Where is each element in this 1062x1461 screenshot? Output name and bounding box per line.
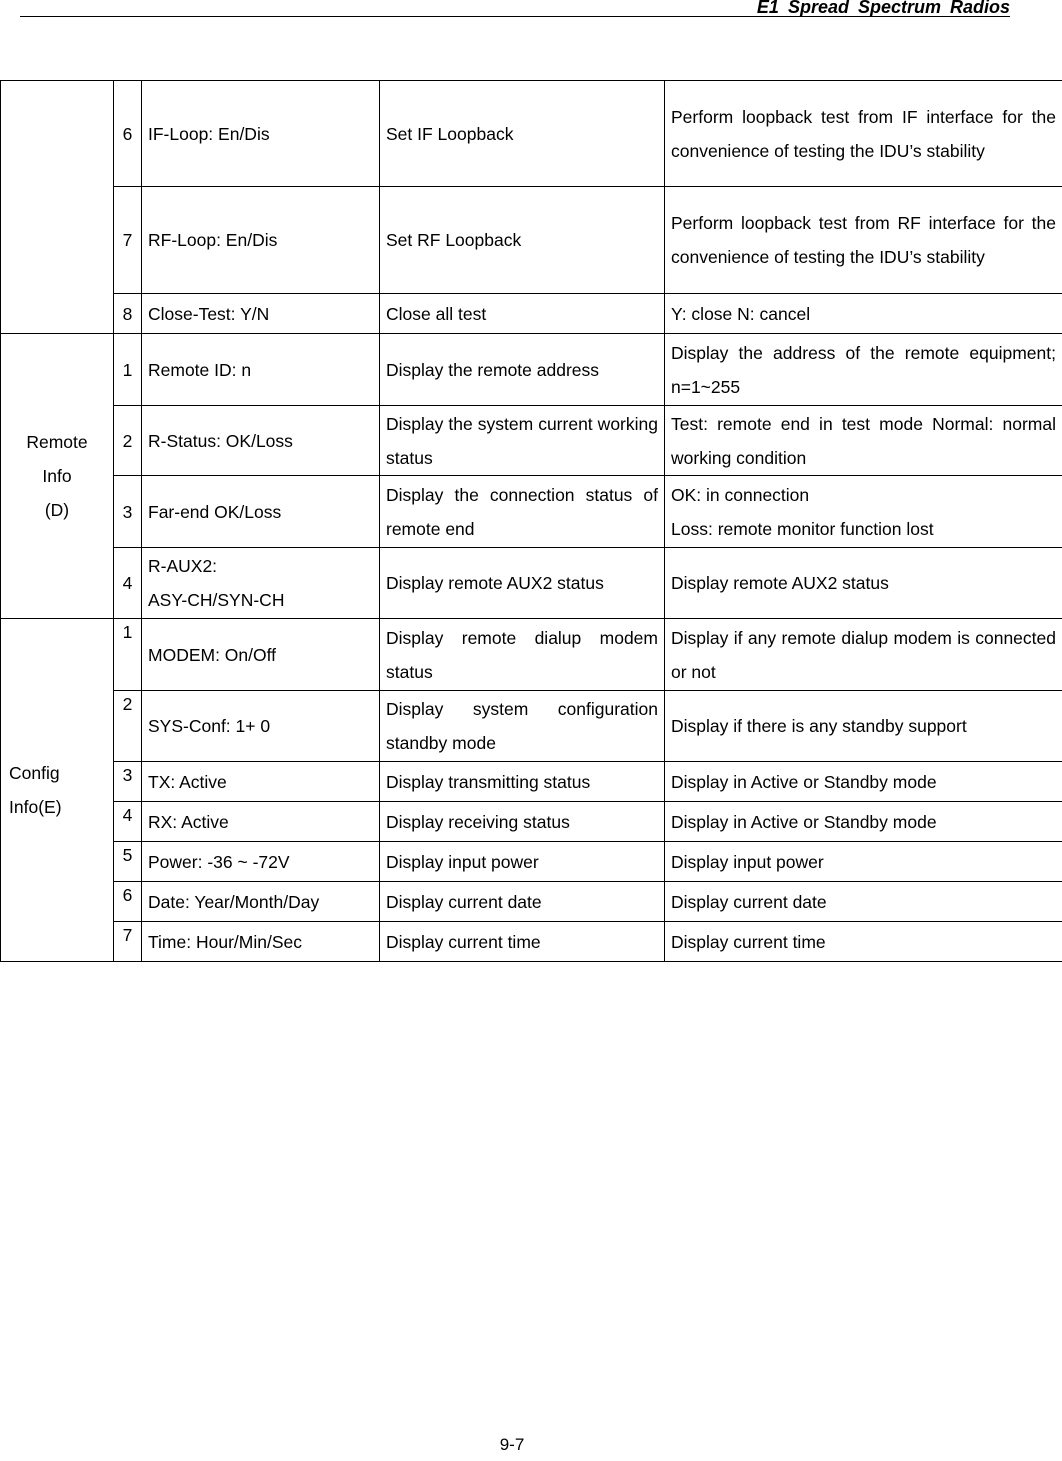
table-row xyxy=(1,802,1062,842)
item-cell: IF-Loop: En/Dis xyxy=(142,81,380,187)
header-title: E1 Spread Spectrum Radios xyxy=(756,0,1010,17)
function-cell: Display receiving status xyxy=(380,802,665,842)
description-cell: Display if any remote dialup modem is connected or not xyxy=(665,619,1062,691)
table-row xyxy=(1,334,1062,406)
item-cell: Remote ID: n xyxy=(142,334,380,406)
table-row xyxy=(1,691,1062,762)
function-cell: Display input power xyxy=(380,842,665,882)
item-cell: Time: Hour/Min/Sec xyxy=(142,922,380,962)
group-label-cell xyxy=(1,81,114,334)
group-label-remote-info: Remote Info (D) xyxy=(1,334,114,619)
row-number: 5 xyxy=(114,842,142,882)
table-row xyxy=(1,406,1062,476)
description-cell: Display in Active or Standby mode xyxy=(665,802,1062,842)
function-cell: Display transmitting status xyxy=(380,762,665,802)
group-label-config-info: Config Info(E) xyxy=(1,619,114,962)
table-row xyxy=(1,476,1062,548)
description-cell: Perform loopback test from IF interface for the convenience of testing the IDU’s stability xyxy=(665,81,1062,187)
function-cell: Close all test xyxy=(380,294,665,334)
function-cell: Display remote dialup modem status xyxy=(380,619,665,691)
table-row xyxy=(1,619,1062,691)
function-cell: Set IF Loopback xyxy=(380,81,665,187)
row-number: 3 xyxy=(114,762,142,802)
item-cell: TX: Active xyxy=(142,762,380,802)
function-cell: Display the system current working status xyxy=(380,406,665,476)
item-cell: RF-Loop: En/Dis xyxy=(142,187,380,294)
table-row xyxy=(1,762,1062,802)
row-number: 6 xyxy=(114,882,142,922)
function-cell: Display current time xyxy=(380,922,665,962)
item-cell: Far-end OK/Loss xyxy=(142,476,380,548)
row-number: 4 xyxy=(114,548,142,619)
row-number: 4 xyxy=(114,802,142,842)
item-cell: R-Status: OK/Loss xyxy=(142,406,380,476)
function-cell: Display system configuration standby mode xyxy=(380,691,665,762)
item-cell: Date: Year/Month/Day xyxy=(142,882,380,922)
spec-table xyxy=(0,80,1062,962)
description-cell: Display current date xyxy=(665,882,1062,922)
function-cell: Set RF Loopback xyxy=(380,187,665,294)
header-rule xyxy=(20,16,1010,17)
row-number: 2 xyxy=(114,691,142,762)
row-number: 7 xyxy=(114,922,142,962)
table-row xyxy=(1,922,1062,962)
table-row xyxy=(1,882,1062,922)
table-row xyxy=(1,842,1062,882)
item-cell: Power: -36 ~ -72V xyxy=(142,842,380,882)
function-cell: Display current date xyxy=(380,882,665,922)
item-cell: R-AUX2: ASY-CH/SYN-CH xyxy=(142,548,380,619)
row-number: 8 xyxy=(114,294,142,334)
description-cell: Display if there is any standby support xyxy=(665,691,1062,762)
item-cell: RX: Active xyxy=(142,802,380,842)
item-cell: MODEM: On/Off xyxy=(142,619,380,691)
description-cell: Display remote AUX2 status xyxy=(665,548,1062,619)
row-number: 1 xyxy=(114,334,142,406)
description-cell: Display current time xyxy=(665,922,1062,962)
description-cell: Display in Active or Standby mode xyxy=(665,762,1062,802)
table-row xyxy=(1,187,1062,294)
row-number: 1 xyxy=(114,619,142,691)
description-cell: Display input power xyxy=(665,842,1062,882)
page-number: 9-7 xyxy=(499,1435,525,1454)
description-cell: Perform loopback test from RF interface for the convenience of testing the IDU’s stability xyxy=(665,187,1062,294)
function-cell: Display the remote address xyxy=(380,334,665,406)
item-cell: SYS-Conf: 1+ 0 xyxy=(142,691,380,762)
description-cell: Y: close N: cancel xyxy=(665,294,1062,334)
description-cell: Test: remote end in test mode Normal: normal working condition xyxy=(665,406,1062,476)
function-cell: Display the connection status of remote end xyxy=(380,476,665,548)
table-row xyxy=(1,548,1062,619)
description-cell: Display the address of the remote equipment; n=1~255 xyxy=(665,334,1062,406)
row-number: 7 xyxy=(114,187,142,294)
table-row xyxy=(1,294,1062,334)
item-cell: Close-Test: Y/N xyxy=(142,294,380,334)
description-cell: OK: in connection Loss: remote monitor function lost xyxy=(665,476,1062,548)
row-number: 6 xyxy=(114,81,142,187)
row-number: 3 xyxy=(114,476,142,548)
table-row xyxy=(1,81,1062,187)
row-number: 2 xyxy=(114,406,142,476)
function-cell: Display remote AUX2 status xyxy=(380,548,665,619)
